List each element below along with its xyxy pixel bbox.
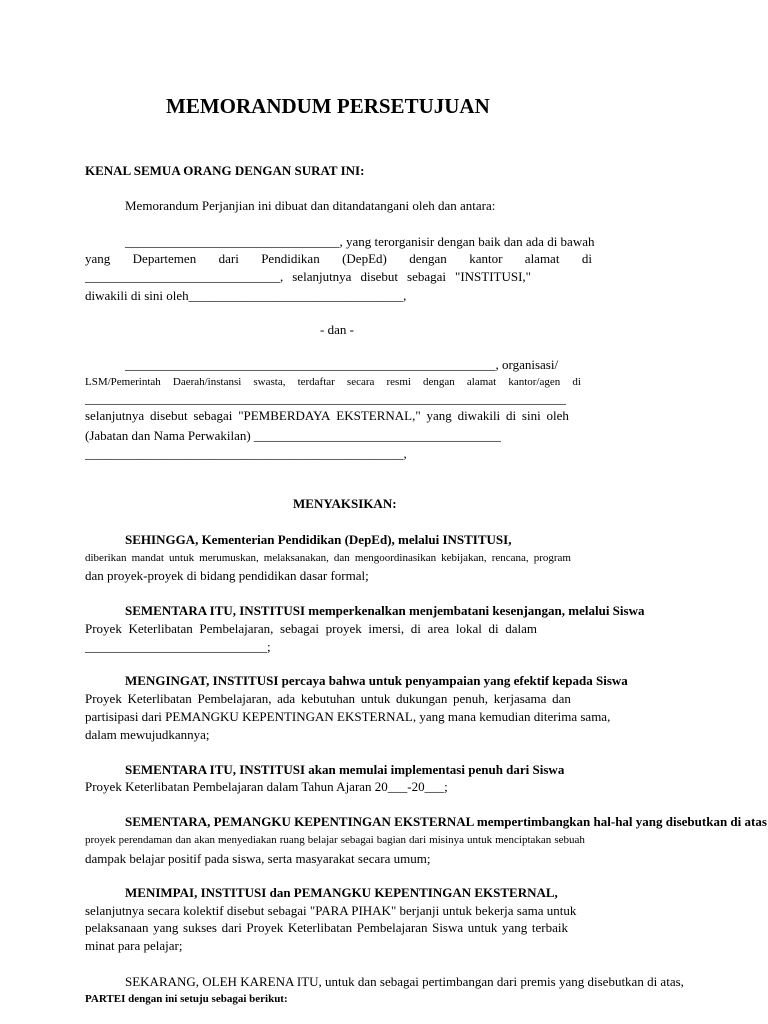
party2-line5: (Jabatan dan Nama Perwakilan) ______________________________________ xyxy=(85,428,501,443)
word: resmi xyxy=(386,376,411,388)
word: melaksanakan, xyxy=(263,552,329,564)
word: perendaman xyxy=(118,834,173,846)
word: kebijakan, xyxy=(441,552,487,564)
word: di xyxy=(505,408,517,423)
word: EKSTERNAL," xyxy=(336,408,421,423)
witnesseth-heading: MENYAKSIKAN: xyxy=(293,496,397,511)
word: alamat xyxy=(466,376,497,388)
party2-line1: _________________________________________________________, organisasi/ xyxy=(125,357,559,372)
word: ada xyxy=(277,691,296,706)
word: akan xyxy=(194,834,215,846)
word: Keterlibatan xyxy=(128,621,193,636)
clause2-line3: ____________________________; xyxy=(85,639,271,654)
word: di xyxy=(488,621,499,636)
word: dukungan xyxy=(396,691,448,706)
word: selanjutnya xyxy=(85,408,145,423)
word: mandat xyxy=(131,552,164,564)
word: dan xyxy=(175,834,192,846)
party2-line6: _________________________________________________, xyxy=(85,446,407,461)
word: untuk xyxy=(467,834,493,846)
word: bagian xyxy=(376,834,407,846)
word: Proyek xyxy=(85,691,122,706)
word: Pembelajaran, xyxy=(197,691,272,706)
party2-line3: __________________________________________________________________________ xyxy=(85,391,566,406)
word: ruang xyxy=(279,834,305,846)
clause5-line2 xyxy=(85,832,585,848)
clause3-line2 xyxy=(85,691,571,707)
word: sebagai xyxy=(193,408,233,423)
intro-line: Memorandum Perjanjian ini dibuat dan ditandatangani oleh dan antara: xyxy=(125,198,496,213)
word: (DepEd) xyxy=(342,251,387,266)
word: dengan xyxy=(423,376,455,388)
clause5-line3: dampak belajar positif pada siswa, serta masyarakat secara umum; xyxy=(85,851,431,866)
word: untuk xyxy=(467,920,498,935)
word: menciptakan xyxy=(495,834,552,846)
word: disebut xyxy=(360,269,399,284)
word: untuk xyxy=(169,552,195,564)
word: disebut xyxy=(150,408,188,423)
word: oleh xyxy=(546,408,569,423)
word: terdaftar xyxy=(297,376,335,388)
clause1-line3: dan proyek-proyek di bidang pendidikan dasar formal; xyxy=(85,568,369,583)
word: dan xyxy=(333,552,350,564)
word: dan xyxy=(552,691,571,706)
party1-line1: _________________________________, yang terorganisir dengan baik dan ada di bawah xyxy=(125,234,595,249)
and-separator: - dan - xyxy=(320,322,354,337)
word: dalam xyxy=(505,621,537,636)
clause7-line1: SEKARANG, OLEH KARENA ITU, untuk dan sebagai pertimbangan dari premis yang disebutkan di atas, xyxy=(125,974,684,989)
word: sebagai xyxy=(280,621,319,636)
clause1-heading: SEHINGGA, Kementerian Pendidikan (DepEd), melalui INSTITUSI, xyxy=(125,532,512,547)
word: dari xyxy=(221,920,242,935)
word: LSM/Pemerintah xyxy=(85,376,161,388)
word: alamat xyxy=(524,251,560,266)
word: Daerah/instansi xyxy=(172,376,242,388)
word: kebutuhan xyxy=(300,691,356,706)
word: sukses xyxy=(183,920,217,935)
clause6-heading: MENIMPAI, INSTITUSI dan PEMANGKU KEPENTINGAN EKSTERNAL, xyxy=(125,885,558,900)
word: diberikan xyxy=(85,552,127,564)
word: area xyxy=(427,621,450,636)
word: selanjutnya xyxy=(292,269,352,284)
word: pelaksanaan xyxy=(85,920,149,935)
word: program xyxy=(533,552,571,564)
word: di xyxy=(572,376,581,388)
word: Keterlibatan xyxy=(287,920,353,935)
word: Pembelajaran, xyxy=(199,621,274,636)
word: Proyek xyxy=(246,920,284,935)
word: swasta, xyxy=(253,376,286,388)
clause3-heading: MENGINGAT, INSTITUSI percaya bahwa untuk penyampaian yang efektif kepada Siswa xyxy=(125,673,628,688)
word: misinya xyxy=(429,834,465,846)
party1-line3 xyxy=(85,269,531,285)
party1-line4: diwakili di sini oleh_________________________________, xyxy=(85,288,407,303)
clause2-heading: SEMENTARA ITU, INSTITUSI memperkenalkan menjembatani kesenjangan, melalui Siswa xyxy=(125,603,645,618)
word: menyediakan xyxy=(218,834,277,846)
word: sebuah xyxy=(554,834,585,846)
word: lokal xyxy=(455,621,482,636)
word: sini xyxy=(521,408,541,423)
clause6-line3 xyxy=(85,920,568,936)
word: proyek xyxy=(325,621,362,636)
word: kerjasama xyxy=(493,691,547,706)
clause4-heading: SEMENTARA ITU, INSTITUSI akan memulai implementasi penuh dari Siswa xyxy=(125,762,565,777)
clause6-line4: minat para pelajar; xyxy=(85,938,183,953)
word: Keterlibatan xyxy=(127,691,192,706)
word: yang xyxy=(502,920,528,935)
word: diwakili xyxy=(457,408,501,423)
word: proyek xyxy=(85,834,116,846)
word: ______________________________, xyxy=(85,269,284,284)
word: Departemen xyxy=(132,251,197,266)
word: sebagai xyxy=(340,834,374,846)
word: yang xyxy=(153,920,179,935)
clause6-line2: selanjutnya secara kolektif disebut sebagai "PARA PIHAK" berjanji untuk bekerja sama untuk xyxy=(85,903,577,918)
word: yang xyxy=(85,251,111,266)
word: kantor xyxy=(469,251,503,266)
clause4-line2: Proyek Keterlibatan Pembelajaran dalam Tahun Ajaran 20___-20___; xyxy=(85,779,448,794)
clause7-line2: PARTEI dengan ini setuju sebagai berikut: xyxy=(85,993,288,1005)
word: Proyek xyxy=(85,621,122,636)
word: Siswa xyxy=(432,920,464,935)
party2-line2 xyxy=(85,374,581,390)
word: merumuskan, xyxy=(199,552,259,564)
clause3-line4: dalam mewujudkannya; xyxy=(85,727,210,742)
word: sebagai xyxy=(407,269,447,284)
word: kantor/agen xyxy=(508,376,561,388)
clause2-line2 xyxy=(85,621,537,637)
word: dari xyxy=(409,834,427,846)
word: untuk xyxy=(360,691,391,706)
party2-line4 xyxy=(85,408,569,424)
word: imersi, xyxy=(368,621,405,636)
word: Pendidikan xyxy=(261,251,320,266)
word: dengan xyxy=(409,251,447,266)
party1-line2 xyxy=(85,251,592,267)
word: mengoordinasikan xyxy=(354,552,437,564)
word: di xyxy=(410,621,421,636)
word: belajar xyxy=(307,834,338,846)
clause3-line3: partisipasi dari PEMANGKU KEPENTINGAN EKSTERNAL, yang mana kemudian diterima sama, xyxy=(85,709,611,724)
word: yang xyxy=(426,408,452,423)
word: di xyxy=(581,251,592,266)
word: rencana, xyxy=(491,552,529,564)
document-title: MEMORANDUM PERSETUJUAN xyxy=(166,94,490,118)
know-all-heading: KENAL SEMUA ORANG DENGAN SURAT INI: xyxy=(85,163,365,178)
word: secara xyxy=(346,376,375,388)
word: "PEMBERDAYA xyxy=(238,408,331,423)
word: dari xyxy=(218,251,239,266)
clause5-heading: SEMENTARA, PEMANGKU KEPENTINGAN EKSTERNAL mempertimbangkan hal-hal yang disebutkan di atas xyxy=(125,814,767,829)
word: Pembelajaran xyxy=(356,920,428,935)
word: penuh, xyxy=(453,691,489,706)
clause1-line2 xyxy=(85,550,571,566)
word: "INSTITUSI," xyxy=(455,269,531,284)
word: terbaik xyxy=(531,920,568,935)
